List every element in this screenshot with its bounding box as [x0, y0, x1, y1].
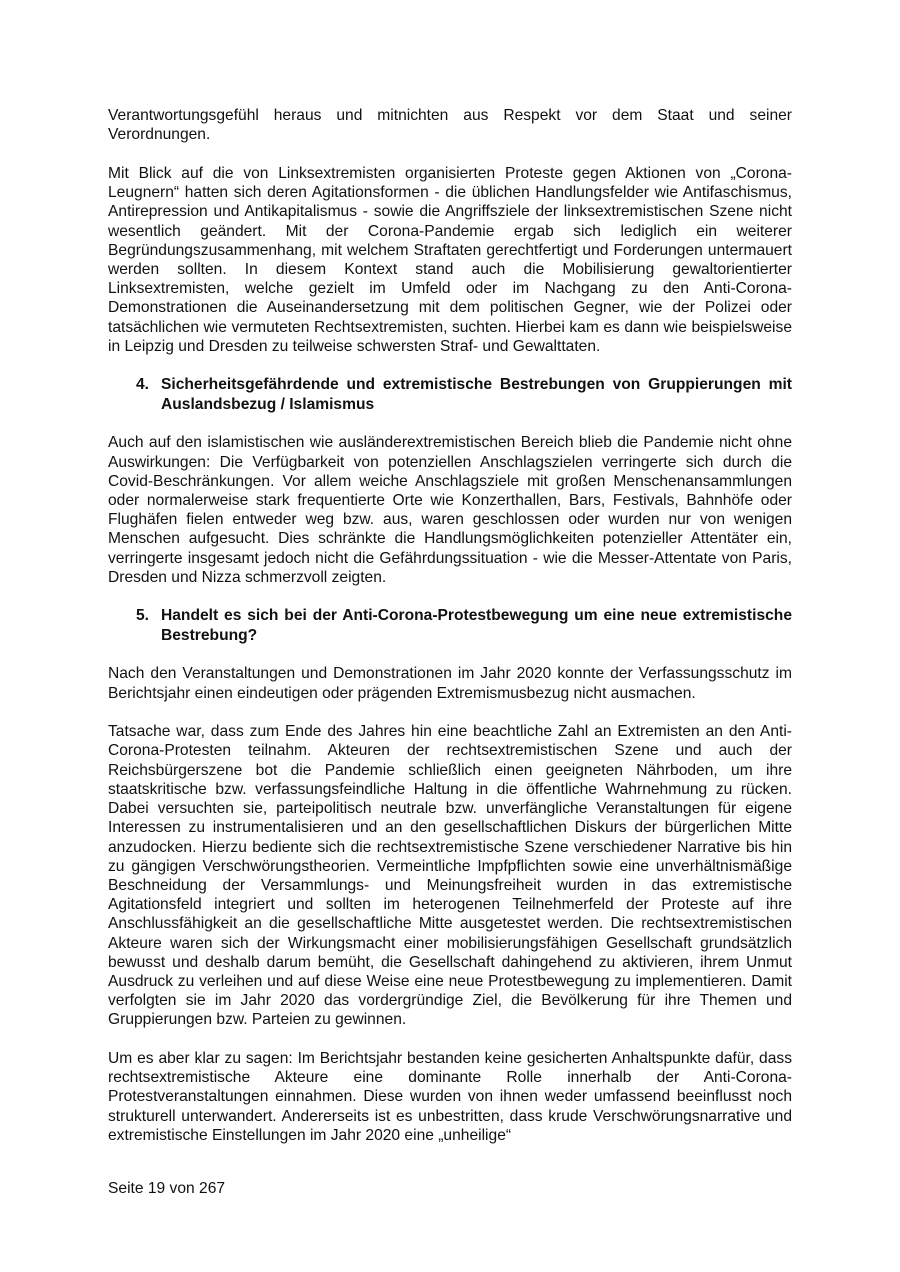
document-page: [108, 106, 792, 1165]
section-5-heading: [108, 606, 792, 644]
section-4-number: 4.: [135, 376, 149, 394]
page-number-footer: Seite 19 von 267: [108, 1180, 226, 1197]
section-5-title: Handelt es sich bei der Anti-Corona-Protestbewegung um eine neue extremistische Bestrebung?: [161, 607, 792, 644]
section-4-heading: [108, 375, 792, 413]
section-5-paragraph-2: Tatsache war, dass zum Ende des Jahres hin eine beachtliche Zahl an Extremisten an den Anti-Corona-Protesten teilnahm. Akteuren der rechtsextremistischen Szene und auch der Reichsbürgerszene bot die Pandemie schließlich einen geeigneten Nährboden, um ihre staatskritische bzw. verfassungsfeindliche Haltung in die öffentliche Wahrnehmung zu rücken. Dabei versuchten sie, parteipolitisch neutrale bzw. unverfängliche Veranstaltungen für eigene Interessen zu instrumentalisieren und an den gesellschaftlichen Diskurs der bürgerlichen Mitte anzudocken. Hierzu bediente sich die rechtsextremistische Szene verschiedener Narrative bis hin zu gängigen Verschwörungstheorien. Vermeintliche Impfpflichten sowie eine unverhältnismäßige Beschneidung der Versammlungs- und Meinungsfreiheit wurden in das extremistische Agitationsfeld integriert und sollten im heterogenen Teilnehmerfeld der Proteste auf ihre Anschlussfähigkeit an die gesellschaftliche Mitte ausgetestet werden. Die rechtsextremistischen Akteure waren sich der Wirkungsmacht einer mobilisierungsfähigen Gesellschaft grundsätzlich bewusst und deshalb darum bemüht, die Gesellschaft dahingehend zu aktivieren, ihrem Unmut Ausdruck zu verleihen und auf diese Weise eine neue Protestbewegung zu implementieren. Damit verfolgten sie im Jahr 2020 das vordergründige Ziel, die Bevölkerung für ihre Themen und Gruppierungen bzw. Parteien zu gewinnen.: [108, 723, 792, 1029]
section-4-paragraph: Auch auf den islamistischen wie ausländerextremistischen Bereich blieb die Pandemie nicht ohne Auswirkungen: Die Verfügbarkeit von potenziellen Anschlagszielen verringerte sich durch die Covid-Beschränkungen. Vor allem weiche Anschlagsziele mit großen Menschenansammlungen oder normalerweise stark frequentierte Orte wie Konzerthallen, Bars, Festivals, Bahnhöfe oder Flughäfen fielen entweder weg bzw. aus, waren geschlossen oder wurden nur von wenigen Menschen aufgesucht. Dies schränkte die Handlungsmöglichkeiten potenzieller Attentäter ein, verringerte insgesamt jedoch nicht die Gefährdungssituation - wie die Messer-Attentate von Paris, Dresden und Nizza schmerzvoll zeigten.: [108, 434, 792, 586]
section-4-title: Sicherheitsgefährdende und extremistische Bestrebungen von Gruppierungen mit Auslandsbezug / Islamismus: [161, 376, 792, 413]
section-5-paragraph-3: Um es aber klar zu sagen: Im Berichtsjahr bestanden keine gesicherten Anhaltspunkte dafür, dass rechtsextremistische Akteure eine dominante Rolle innerhalb der Anti-Corona-Protestveranstaltungen einnahmen. Diese wurden von ihnen weder umfassend beeinflusst noch strukturell unterwandert. Andererseits ist es unbestritten, dass krude Verschwörungsnarrative und extremistische Einstellungen im Jahr 2020 eine „unheilige“: [108, 1050, 792, 1144]
paragraph-intro-1: Verantwortungsgefühl heraus und mitnichten aus Respekt vor dem Staat und seiner Verordnungen.: [108, 107, 792, 144]
section-5-paragraph-1: Nach den Veranstaltungen und Demonstrationen im Jahr 2020 konnte der Verfassungsschutz im Berichtsjahr einen eindeutigen oder prägenden Extremismusbezug nicht ausmachen.: [108, 665, 792, 702]
section-5-number: 5.: [135, 607, 149, 625]
paragraph-intro-2: Mit Blick auf die von Linksextremisten organisierten Proteste gegen Aktionen von „Corona-Leugnern“ hatten sich deren Agitationsformen - die üblichen Handlungsfelder wie Antifaschismus, Antirepression und Antikapitalismus - sowie die Angriffsziele der linksextremistischen Szene nicht wesentlich geändert. Mit der Corona-Pandemie ergab sich lediglich ein weiterer Begründungszusammenhang, mit welchem Straftaten gerechtfertigt und Forderungen untermauert werden sollten. In diesem Kontext stand auch die Mobilisierung gewaltorientierter Linksextremisten, welche gezielt im Umfeld oder im Nachgang zu den Anti-Corona-Demonstrationen die Auseinandersetzung mit dem politischen Gegner, wie der Polizei oder tatsächlichen wie vermuteten Rechtsextremisten, suchten. Hierbei kam es dann wie beispielsweise in Leipzig und Dresden zu teilweise schwersten Straf- und Gewalttaten.: [108, 164, 792, 355]
